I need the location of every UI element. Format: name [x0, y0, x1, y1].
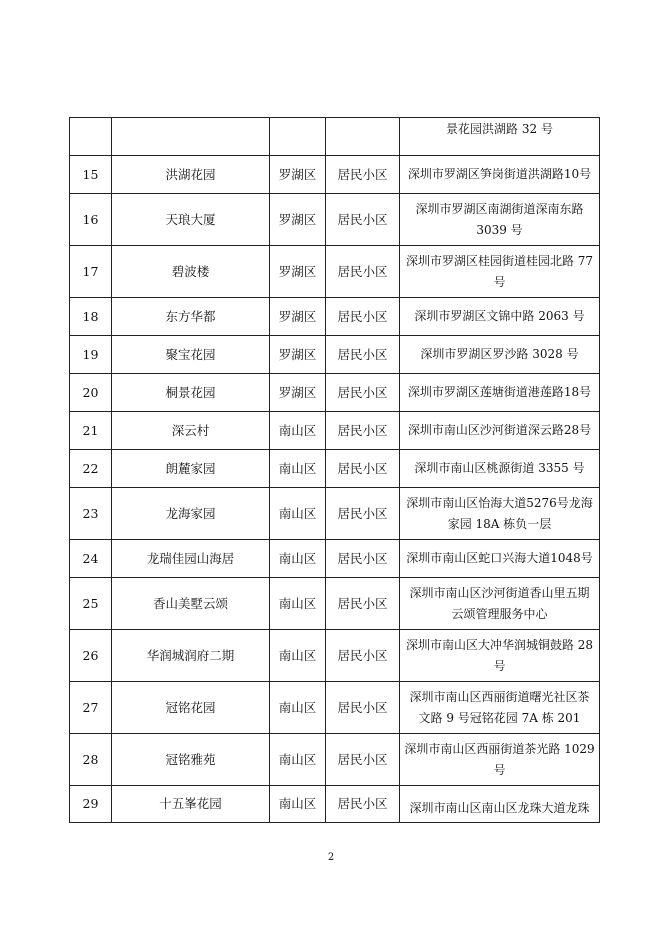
community-name: 聚宝花园 [112, 336, 270, 374]
district: 南山区 [270, 488, 326, 540]
district: 南山区 [270, 540, 326, 578]
row-number: 21 [70, 412, 112, 450]
community-name: 天琅大厦 [112, 194, 270, 246]
community-name: 朗麓家园 [112, 450, 270, 488]
row-number: 20 [70, 374, 112, 412]
community-name: 洪湖花园 [112, 156, 270, 194]
category: 居民小区 [326, 450, 400, 488]
category: 居民小区 [326, 194, 400, 246]
community-name: 深云村 [112, 412, 270, 450]
district: 罗湖区 [270, 336, 326, 374]
address: 深圳市罗湖区笋岗街道洪湖路10号 [400, 156, 600, 194]
community-name: 十五峯花园 [112, 786, 270, 823]
table-row [70, 786, 600, 823]
row-number: 28 [70, 734, 112, 786]
row-number: 18 [70, 298, 112, 336]
community-name: 华润城润府二期 [112, 630, 270, 682]
address: 深圳市南山区西丽街道曙光社区茶文路 9 号冠铭花园 7A 栋 201 [400, 682, 600, 734]
address: 深圳市罗湖区桂园街道桂园北路 77 号 [400, 246, 600, 298]
table-row [70, 682, 600, 734]
row-number: 29 [70, 786, 112, 823]
row-number: 27 [70, 682, 112, 734]
table-row [70, 336, 600, 374]
category: 居民小区 [326, 786, 400, 823]
district: 罗湖区 [270, 246, 326, 298]
address: 深圳市罗湖区莲塘街道港莲路18号 [400, 374, 600, 412]
category: 居民小区 [326, 540, 400, 578]
row-number: 23 [70, 488, 112, 540]
address: 深圳市南山区大冲华润城铜鼓路 28 号 [400, 630, 600, 682]
category: 居民小区 [326, 298, 400, 336]
community-name [112, 118, 270, 156]
address: 深圳市罗湖区南湖街道深南东路 3039 号 [400, 194, 600, 246]
category: 居民小区 [326, 336, 400, 374]
category: 居民小区 [326, 156, 400, 194]
table-row [70, 412, 600, 450]
category: 居民小区 [326, 488, 400, 540]
residential-community-table [69, 117, 600, 823]
table-row [70, 194, 600, 246]
row-number: 25 [70, 578, 112, 630]
category: 居民小区 [326, 630, 400, 682]
table-row [70, 488, 600, 540]
district: 罗湖区 [270, 156, 326, 194]
address: 深圳市罗湖区罗沙路 3028 号 [400, 336, 600, 374]
address: 深圳市南山区怡海大道5276号龙海家园 18A 栋负一层 [400, 488, 600, 540]
community-name: 冠铭花园 [112, 682, 270, 734]
address: 深圳市罗湖区文锦中路 2063 号 [400, 298, 600, 336]
table-row [70, 578, 600, 630]
district: 南山区 [270, 450, 326, 488]
table-row [70, 734, 600, 786]
row-number: 24 [70, 540, 112, 578]
category: 居民小区 [326, 682, 400, 734]
district [270, 118, 326, 156]
table-row [70, 450, 600, 488]
row-number: 15 [70, 156, 112, 194]
table-row [70, 630, 600, 682]
address: 深圳市南山区西丽街道茶光路 1029 号 [400, 734, 600, 786]
community-name: 龙瑞佳园山海居 [112, 540, 270, 578]
address: 深圳市南山区桃源街道 3355 号 [400, 450, 600, 488]
community-name: 桐景花园 [112, 374, 270, 412]
district: 罗湖区 [270, 298, 326, 336]
category: 居民小区 [326, 246, 400, 298]
address: 深圳市南山区沙河街道深云路28号 [400, 412, 600, 450]
community-name: 东方华都 [112, 298, 270, 336]
row-number: 17 [70, 246, 112, 298]
district: 罗湖区 [270, 374, 326, 412]
table-row [70, 118, 600, 156]
row-number: 19 [70, 336, 112, 374]
district: 南山区 [270, 578, 326, 630]
district: 南山区 [270, 630, 326, 682]
address: 景花园洪湖路 32 号 [400, 118, 600, 156]
category: 居民小区 [326, 374, 400, 412]
community-name: 龙海家园 [112, 488, 270, 540]
table-body [70, 118, 600, 823]
district: 南山区 [270, 682, 326, 734]
district: 罗湖区 [270, 194, 326, 246]
address: 深圳市南山区蛇口兴海大道1048号 [400, 540, 600, 578]
row-number: 22 [70, 450, 112, 488]
table-row [70, 540, 600, 578]
category: 居民小区 [326, 412, 400, 450]
row-number: 26 [70, 630, 112, 682]
table-row [70, 298, 600, 336]
category [326, 118, 400, 156]
category: 居民小区 [326, 734, 400, 786]
community-name: 碧波楼 [112, 246, 270, 298]
community-name: 香山美墅云颂 [112, 578, 270, 630]
table-row [70, 374, 600, 412]
page-number: 2 [327, 852, 335, 863]
row-number [70, 118, 112, 156]
address: 深圳市南山区沙河街道香山里五期云颂管理服务中心 [400, 578, 600, 630]
table-row [70, 246, 600, 298]
category: 居民小区 [326, 578, 400, 630]
district: 南山区 [270, 734, 326, 786]
row-number: 16 [70, 194, 112, 246]
district: 南山区 [270, 786, 326, 823]
district: 南山区 [270, 412, 326, 450]
table-row [70, 156, 600, 194]
address: 深圳市南山区南山区龙珠大道龙珠 [400, 786, 600, 823]
community-name: 冠铭雅苑 [112, 734, 270, 786]
